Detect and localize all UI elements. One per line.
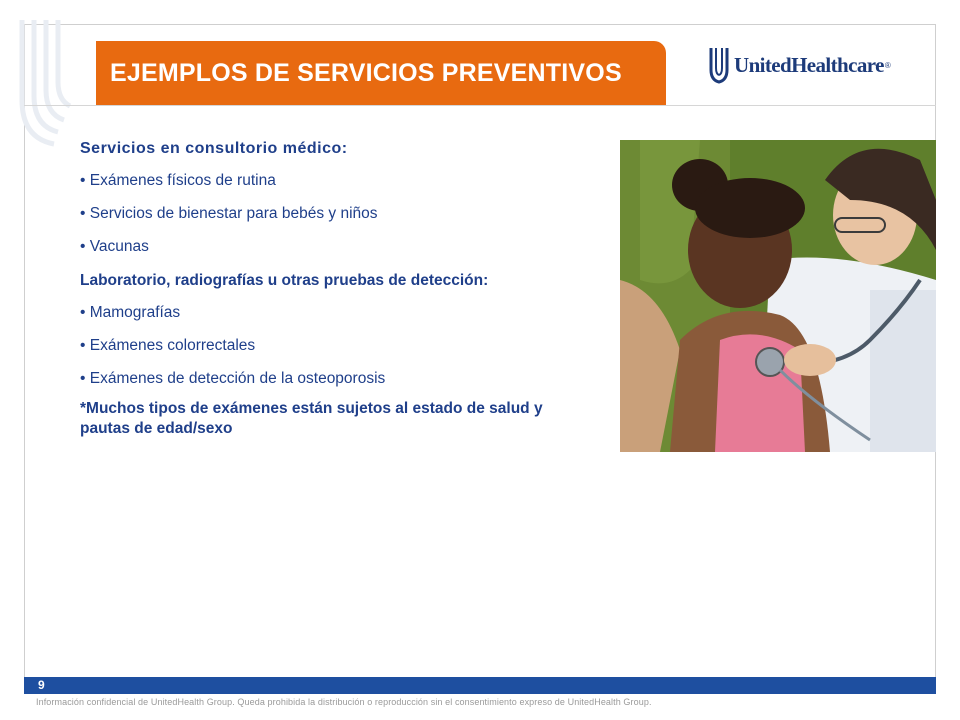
list-item: • Servicios de bienestar para bebés y niños [80, 205, 378, 222]
list-item: • Mamografías [80, 304, 181, 321]
title-bar [96, 41, 666, 106]
section-heading-lab: Laboratorio, radiografías u otras pruebas de detección: [80, 272, 489, 289]
content-area [80, 140, 600, 439]
list-item: • Exámenes físicos de rutina [80, 172, 276, 189]
page-title: EJEMPLOS DE SERVICIOS PREVENTIVOS [110, 59, 622, 87]
section-heading-office: Servicios en consultorio médico: [80, 140, 348, 157]
uhc-logo-icon [708, 46, 730, 84]
logo-registered-mark: ® [884, 60, 891, 70]
unitedhealthcare-logo [708, 46, 891, 84]
list-item: • Exámenes de detección de la osteoporosis [80, 370, 386, 387]
header-divider [24, 105, 936, 106]
list-item: • Vacunas [80, 238, 149, 255]
page-number: 9 [38, 678, 45, 692]
footnote: *Muchos tipos de exámenes están sujetos al estado de salud y pautas de edad/sexo [80, 400, 543, 437]
footer-bar [24, 677, 936, 694]
footer-disclaimer: Información confidencial de UnitedHealth Group. Queda prohibida la distribución o reproducción sin el consentimiento expreso de UnitedHealth Group. [36, 697, 652, 707]
doctor-child-photo [620, 140, 936, 452]
uhc-watermark-icon [14, 20, 84, 150]
list-item: • Exámenes colorrectales [80, 337, 256, 354]
logo-wordmark: UnitedHealthcare [734, 52, 884, 77]
